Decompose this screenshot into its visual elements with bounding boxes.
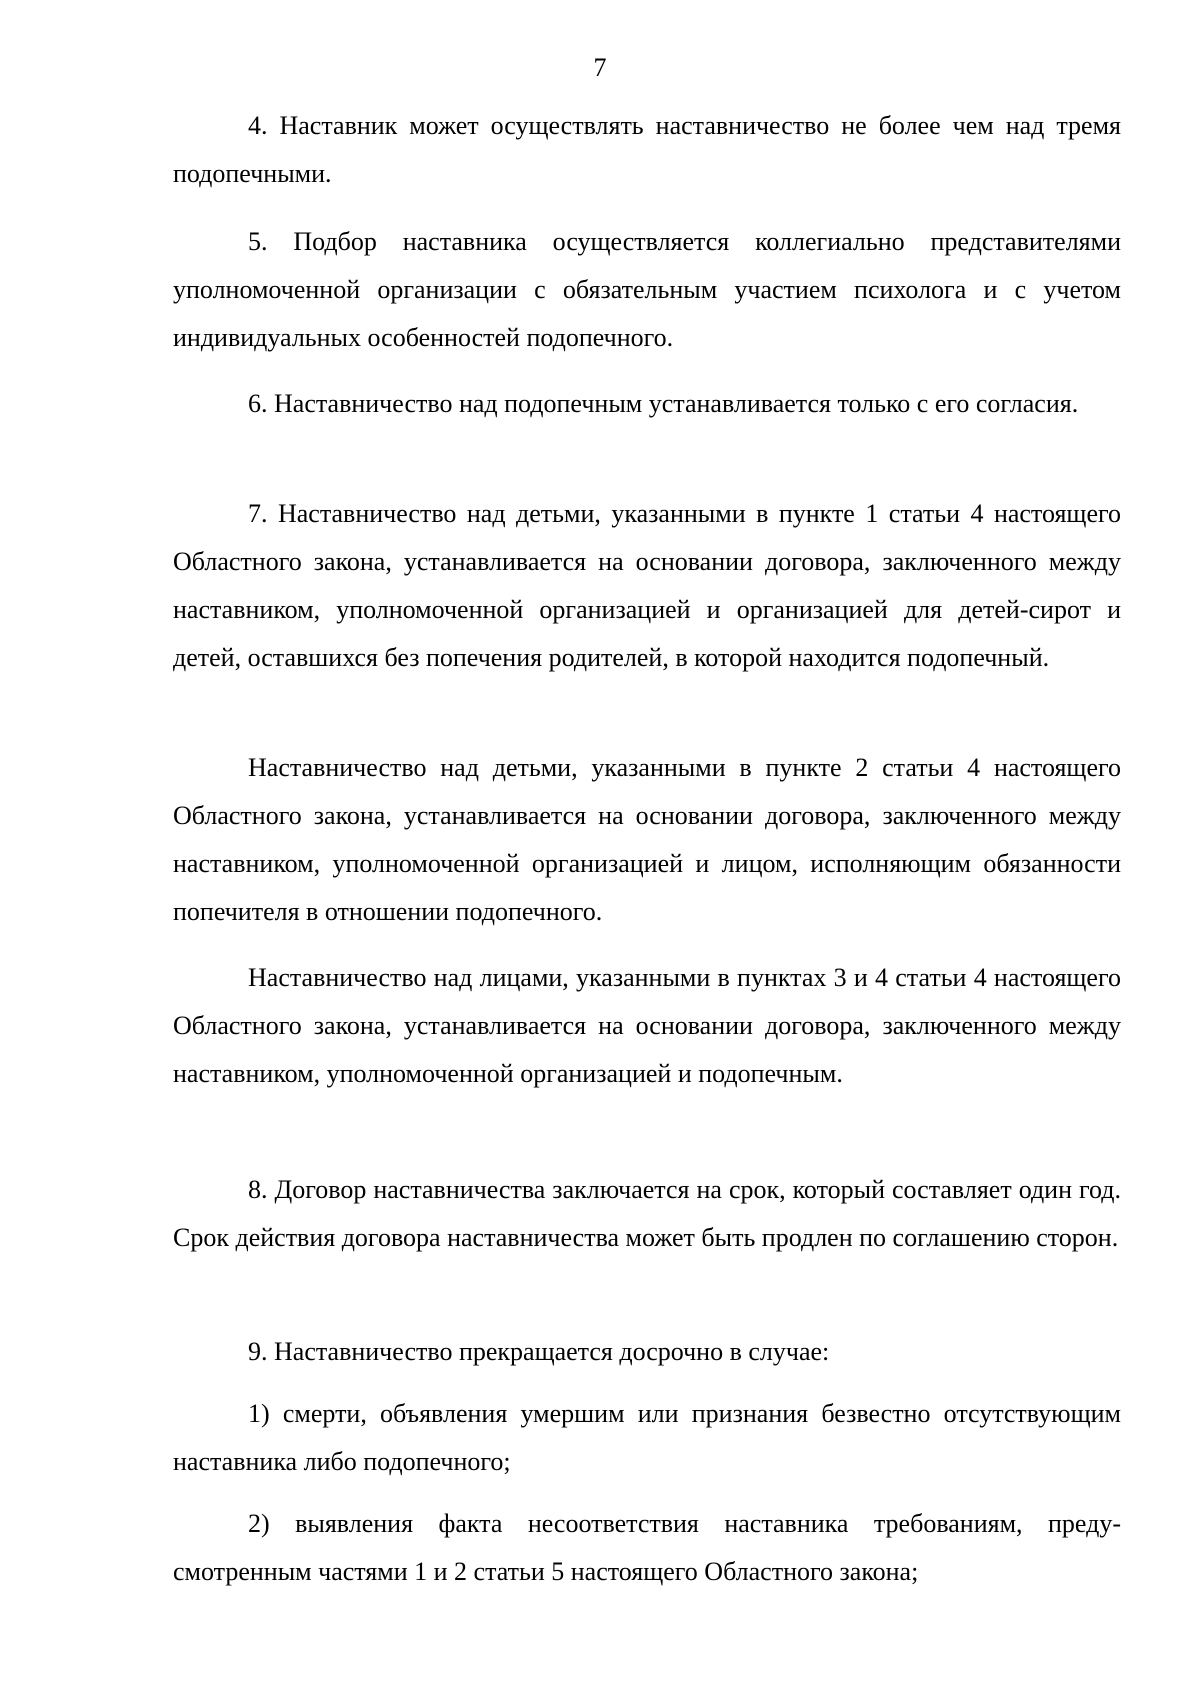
page-number: 7 [593, 53, 607, 82]
paragraph-subitem-2: 2) выявления факта несоответствия наставника требованиям, предусмотренным частями 1 и 2 статьи 5 настоящего Областного закона; [173, 1509, 1121, 1586]
paragraph-item-9: 9. Наставничество прекращается досрочно в случае: [248, 1337, 830, 1366]
paragraph-item-8: 8. Договор наставничества заключается на срок, который составляет один год. Срок действия договора наставничества может быть продлен по соглашению сторон. [173, 1175, 1121, 1252]
paragraph-item-7-part-2: Наставничество над детьми, указанными в пункте 2 статьи 4 настоящего Областного закона, устанавливается на основании договора, заключенного между наставником, уполномоченной организацией и лицом, исполняющим обязанности попечителя в отношении подопечного. [173, 753, 1121, 926]
paragraph-item-7-part-3: Наставничество над лицами, указанными в пунктах 3 и 4 статьи 4 настоящего Областного закона, устанавливается на основании договора, заключенного между наставником, уполномоченной организацией и подопечным. [173, 963, 1121, 1088]
paragraph-subitem-1: 1) смерти, объявления умершим или признания безвестно отсутствующим наставника либо подопечного; [173, 1399, 1121, 1476]
paragraph-item-7: 7. Наставничество над детьми, указанными в пункте 1 статьи 4 настоящего Областного закона, устанавливается на основании договора, заключенного между наставником, уполномоченной организацией и организацией для детей-сирот и детей, оставшихся без попечения родителей, в которой находится подопечный. [173, 499, 1121, 672]
paragraph-item-5: 5. Подбор наставника осуществляется коллегиально представителями уполномоченной организации с обязательным участием психолога и с учетом индивидуальных особенностей подопечного. [173, 227, 1121, 352]
paragraph-item-6: 6. Наставничество над подопечным устанавливается только с его согласия. [248, 389, 1079, 418]
paragraph-item-4: 4. Наставник может осуществлять наставничество не более чем над тремя подопечными. [173, 111, 1121, 188]
